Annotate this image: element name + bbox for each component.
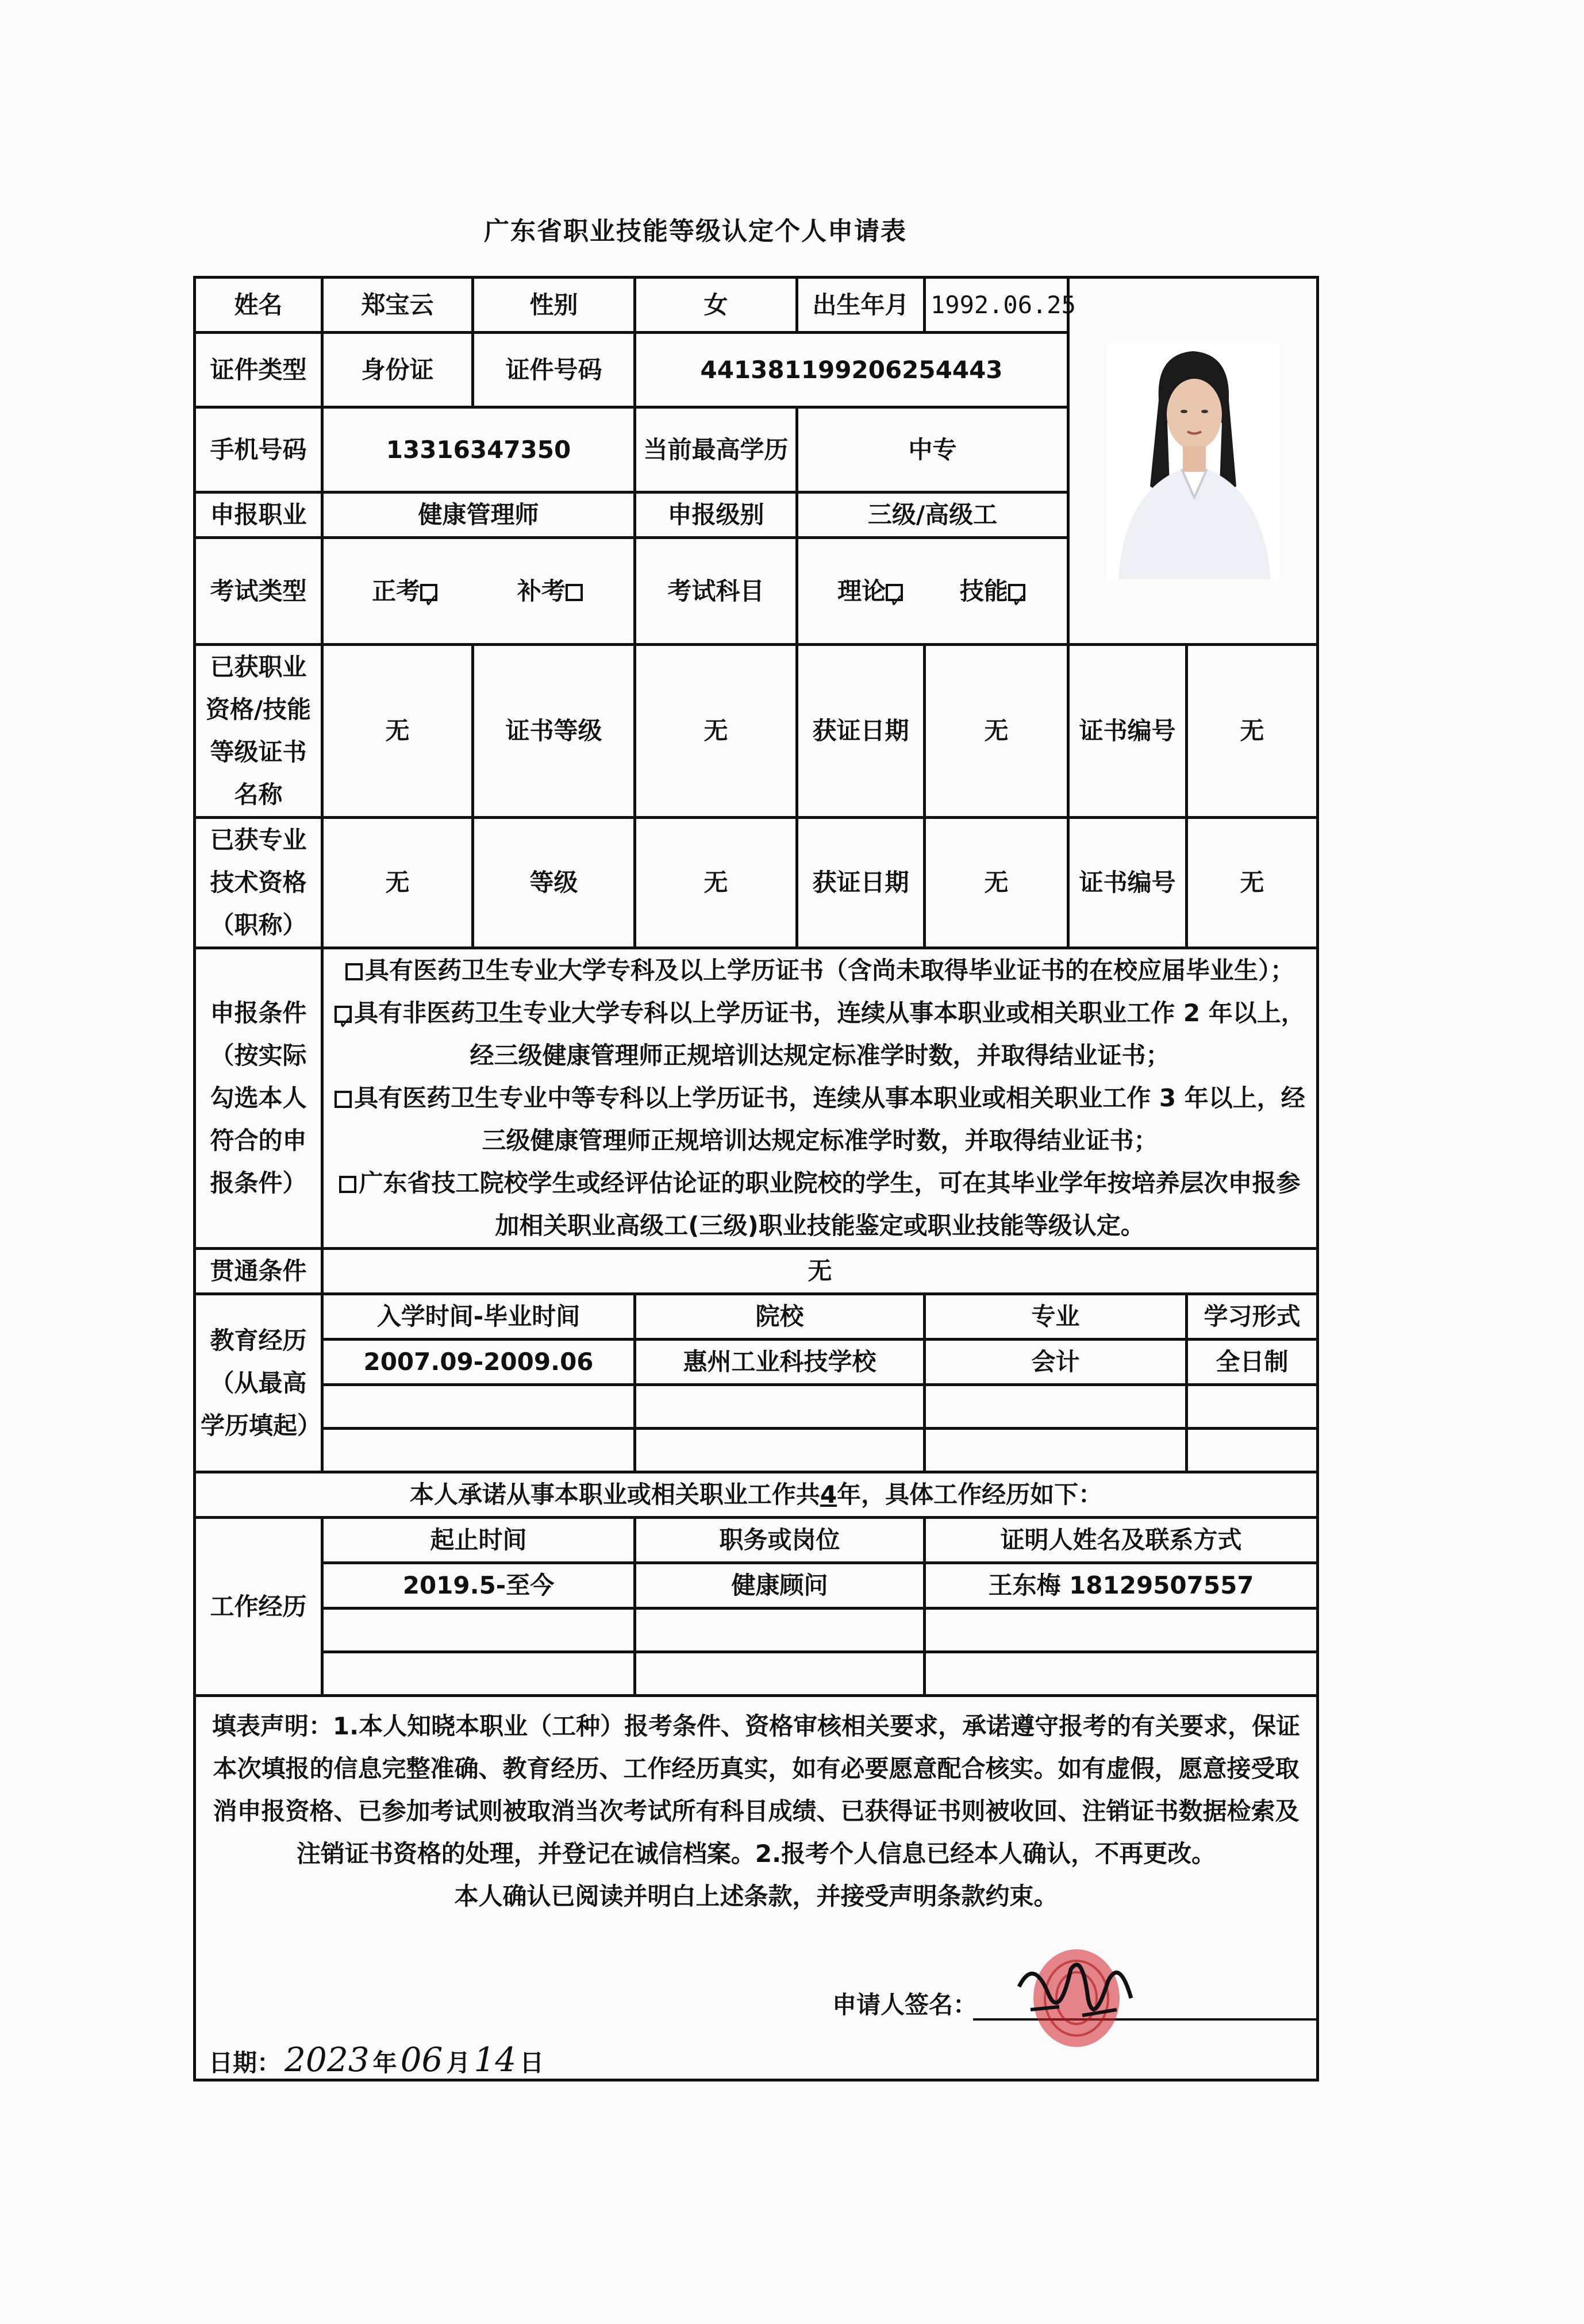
education-level-label: 当前最高学历 — [635, 407, 797, 492]
work-header-period: 起止时间 — [322, 1518, 635, 1563]
declaration-cell — [195, 1696, 1318, 2080]
exam-type-label: 考试类型 — [195, 538, 322, 645]
work-reference: 王东梅 18129507557 — [925, 1563, 1318, 1609]
exam-type-options — [322, 538, 635, 645]
condition-text: 具有非医药卫生专业大学专科以上学历证书，连续从事本职业或相关职业工作 2 年以上，经三级健康管理师正规培训达规定标准学时数，并取得结业证书； — [354, 999, 1305, 1069]
table-row — [195, 1429, 1318, 1472]
date-day: 14 — [470, 2040, 520, 2081]
work-reference — [925, 1652, 1318, 1696]
edu-major — [925, 1429, 1187, 1472]
condition-checkbox[interactable] — [345, 963, 363, 980]
edu-period — [322, 1429, 635, 1472]
exam-subject-options — [797, 538, 1068, 645]
professional-grade-label: 等级 — [473, 818, 635, 948]
table-row — [195, 1609, 1318, 1652]
professional-grade-value: 无 — [635, 818, 797, 948]
vocational-cert-no-value: 无 — [1187, 645, 1318, 818]
level-label: 申报级别 — [635, 492, 797, 538]
work-position: 健康顾问 — [635, 1563, 925, 1609]
education-history-label: 教育经历（从最高学历填起） — [195, 1294, 322, 1472]
condition-item[interactable] — [328, 949, 1312, 992]
condition-text: 具有医药卫生专业中等专科以上学历证书，连续从事本职业或相关职业工作 3 年以上，经三级健康管理师正规培训达规定标准学时数，并取得结业证书； — [354, 1084, 1305, 1155]
name-label: 姓名 — [195, 278, 322, 333]
fingerprint-signature — [1008, 1935, 1140, 2056]
edu-major — [925, 1385, 1187, 1429]
edu-period: 2007.09-2009.06 — [322, 1340, 635, 1385]
vocational-grade-label: 证书等级 — [473, 645, 635, 818]
edu-mode — [1187, 1429, 1318, 1472]
exam-subject-label: 考试科目 — [635, 538, 797, 645]
exam-regular-label: 正考 — [372, 576, 421, 605]
conditions-list — [322, 948, 1318, 1249]
month-unit: 月 — [446, 2049, 471, 2077]
edu-major: 会计 — [925, 1340, 1187, 1385]
professional-cert-no-label: 证书编号 — [1068, 818, 1187, 948]
phone-value: 13316347350 — [322, 407, 635, 492]
id-number-value: 441381199206254443 — [635, 333, 1068, 407]
declaration-text: 填表声明：1.本人知晓本职业（工种）报考条件、资格审核相关要求，承诺遵守报考的有关要求，保证本次填报的信息完整准确、教育经历、工作经历真实，如有必要愿意配合核实。如有虚假，愿意接受取消申报资格、已参加考试则被取消当次考试所有科目成绩、已获得证书则被收回、注销证书数据检索及注销证书资格的处理，并登记在诚信档案。2.报考个人信息已经本人确认，不再更改。 — [212, 1712, 1301, 1868]
name-value: 郑宝云 — [322, 278, 473, 333]
date-label: 日期： — [209, 2049, 282, 2077]
edu-header-major: 专业 — [925, 1294, 1187, 1340]
id-type-value: 身份证 — [322, 333, 473, 407]
guantong-label: 贯通条件 — [195, 1249, 322, 1294]
work-period — [322, 1652, 635, 1696]
professional-cert-no-value: 无 — [1187, 818, 1318, 948]
work-reference — [925, 1609, 1318, 1652]
date-row — [209, 2038, 544, 2084]
application-form-table — [193, 276, 1319, 2081]
commitment-years: 4 — [820, 1480, 837, 1509]
gender-label: 性别 — [473, 278, 635, 333]
professional-date-value: 无 — [925, 818, 1068, 948]
form-title: 广东省职业技能等级认定个人申请表 — [484, 217, 907, 246]
edu-period — [322, 1385, 635, 1429]
subject-theory-label: 理论 — [837, 576, 886, 605]
work-header-reference: 证明人姓名及联系方式 — [925, 1518, 1318, 1563]
subject-theory-option[interactable] — [837, 570, 905, 613]
condition-item[interactable] — [328, 992, 1312, 1077]
vocational-cert-value: 无 — [322, 645, 473, 818]
work-period: 2019.5-至今 — [322, 1563, 635, 1609]
exam-makeup-checkbox[interactable] — [566, 584, 583, 601]
edu-header-period: 入学时间-毕业时间 — [322, 1294, 635, 1340]
vocational-date-value: 无 — [925, 645, 1068, 818]
condition-item[interactable] — [328, 1162, 1312, 1247]
education-level-value: 中专 — [797, 407, 1068, 492]
guantong-value: 无 — [322, 1249, 1318, 1294]
day-unit: 日 — [520, 2049, 544, 2077]
edu-school — [635, 1385, 925, 1429]
signature-label: 申请人签名： — [832, 1991, 978, 2019]
birth-label: 出生年月 — [797, 278, 925, 333]
work-header-position: 职务或岗位 — [635, 1518, 925, 1563]
edu-school: 惠州工业科技学校 — [635, 1340, 925, 1385]
professional-date-label: 获证日期 — [797, 818, 925, 948]
signature-area — [209, 1918, 1304, 2079]
condition-text: 具有医药卫生专业大学专科及以上学历证书（含尚未取得毕业证书的在校应届毕业生）； — [364, 956, 1294, 984]
subject-skill-label: 技能 — [959, 576, 1008, 605]
professional-title-value: 无 — [322, 818, 473, 948]
condition-checkbox[interactable] — [339, 1176, 356, 1193]
vocational-cert-no-label: 证书编号 — [1068, 645, 1187, 818]
subject-theory-checkbox[interactable] — [886, 584, 903, 601]
applicant-photo — [1107, 343, 1279, 579]
occupation-value: 健康管理师 — [322, 492, 635, 538]
date-month: 06 — [397, 2040, 447, 2081]
table-row — [195, 1563, 1318, 1609]
commitment-statement — [195, 1472, 1318, 1518]
condition-item[interactable] — [328, 1077, 1312, 1162]
table-row — [195, 1385, 1318, 1429]
level-value: 三级/高级工 — [797, 492, 1068, 538]
condition-checkbox[interactable] — [335, 1091, 352, 1108]
edu-header-school: 院校 — [635, 1294, 925, 1340]
table-row — [195, 1652, 1318, 1696]
commitment-suffix: 年，具体工作经历如下： — [837, 1480, 1103, 1509]
date-year: 2023 — [281, 2040, 373, 2081]
exam-regular-option[interactable] — [372, 570, 440, 613]
table-row — [195, 1340, 1318, 1385]
edu-mode: 全日制 — [1187, 1340, 1318, 1385]
professional-title-label: 已获专业技术资格（职称） — [195, 818, 322, 948]
work-position — [635, 1609, 925, 1652]
applicant-photo-cell — [1068, 278, 1318, 645]
exam-makeup-option[interactable] — [517, 570, 585, 613]
edu-header-mode: 学习形式 — [1187, 1294, 1318, 1340]
exam-makeup-label: 补考 — [517, 576, 566, 605]
occupation-label: 申报职业 — [195, 492, 322, 538]
year-unit: 年 — [372, 2049, 397, 2077]
work-history-label: 工作经历 — [195, 1518, 322, 1696]
declaration-confirm: 本人确认已阅读并明白上述条款，并接受声明条款约束。 — [454, 1882, 1058, 1910]
subject-skill-option[interactable] — [960, 570, 1028, 613]
vocational-grade-value: 无 — [635, 645, 797, 818]
id-type-label: 证件类型 — [195, 333, 322, 407]
edu-mode — [1187, 1385, 1318, 1429]
conditions-label: 申报条件（按实际勾选本人符合的申报条件） — [195, 948, 322, 1249]
birth-value: 1992.06.25 — [925, 278, 1068, 333]
edu-school — [635, 1429, 925, 1472]
phone-label: 手机号码 — [195, 407, 322, 492]
vocational-date-label: 获证日期 — [797, 645, 925, 818]
gender-value: 女 — [635, 278, 797, 333]
exam-regular-checkbox[interactable] — [420, 584, 437, 601]
condition-text: 广东省技工院校学生或经评估论证的职业院校的学生，可在其毕业学年按培养层次申报参加相关职业高级工(三级)职业技能鉴定或职业技能等级认定。 — [359, 1169, 1301, 1240]
vocational-cert-label: 已获职业资格/技能等级证书名称 — [195, 645, 322, 818]
id-number-label: 证件号码 — [473, 333, 635, 407]
commitment-prefix: 本人承诺从事本职业或相关职业工作共 — [409, 1480, 820, 1509]
work-period — [322, 1609, 635, 1652]
work-position — [635, 1652, 925, 1696]
condition-checkbox[interactable] — [335, 1006, 352, 1023]
subject-skill-checkbox[interactable] — [1008, 584, 1025, 601]
